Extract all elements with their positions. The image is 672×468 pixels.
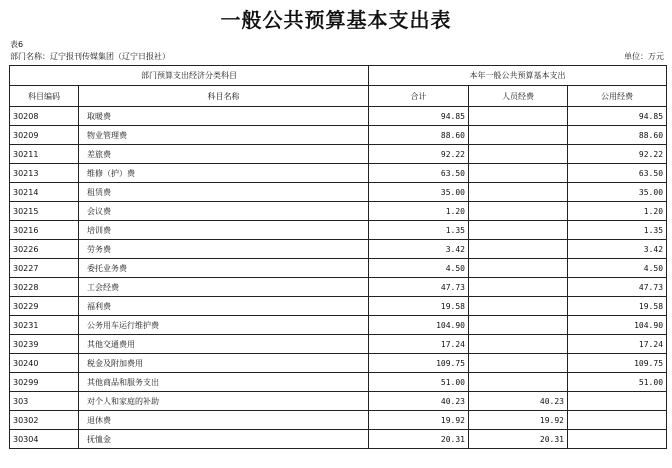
cell-name: 退休费 [79,411,369,430]
table-row [10,316,667,335]
cell-code: 30216 [10,221,79,240]
cell-total: 4.50 [369,259,469,278]
cell-code: 30208 [10,107,79,126]
cell-code: 30240 [10,354,79,373]
table-row [10,411,667,430]
cell-code: 30229 [10,297,79,316]
cell-public [568,430,667,449]
cell-code: 30215 [10,202,79,221]
header-code: 科目编码 [10,86,79,107]
cell-name: 差旅费 [79,145,369,164]
cell-personnel [469,240,568,259]
cell-personnel [469,335,568,354]
cell-total: 40.23 [369,392,469,411]
header-economic-class: 部门预算支出经济分类科目 [10,66,369,86]
cell-personnel [469,164,568,183]
header-name: 科目名称 [79,86,369,107]
header-row-group [10,66,667,86]
cell-name: 税金及附加费用 [79,354,369,373]
cell-total: 1.35 [369,221,469,240]
cell-public [568,392,667,411]
cell-code: 30302 [10,411,79,430]
cell-personnel: 19.92 [469,411,568,430]
cell-name: 抚恤金 [79,430,369,449]
cell-personnel [469,373,568,392]
cell-public: 17.24 [568,335,667,354]
cell-name: 工会经费 [79,278,369,297]
cell-name: 对个人和家庭的补助 [79,392,369,411]
cell-name: 物业管理费 [79,126,369,145]
table-number: 表6 [10,40,24,49]
cell-total: 1.20 [369,202,469,221]
cell-total: 51.00 [369,373,469,392]
cell-public: 92.22 [568,145,667,164]
cell-total: 63.50 [369,164,469,183]
cell-public: 35.00 [568,183,667,202]
table-row [10,107,667,126]
cell-code: 30209 [10,126,79,145]
cell-public: 1.35 [568,221,667,240]
table-row [10,183,667,202]
cell-total: 35.00 [369,183,469,202]
budget-table [9,65,667,449]
cell-personnel: 40.23 [469,392,568,411]
cell-public: 94.85 [568,107,667,126]
cell-code: 30231 [10,316,79,335]
table-body [10,107,667,449]
cell-name: 劳务费 [79,240,369,259]
table-row [10,335,667,354]
cell-total: 94.85 [369,107,469,126]
unit-label: 单位：万元 [624,52,664,61]
table-row [10,221,667,240]
header-personnel: 人员经费 [469,86,568,107]
cell-total: 88.60 [369,126,469,145]
cell-public: 47.73 [568,278,667,297]
cell-personnel [469,354,568,373]
cell-public [568,411,667,430]
cell-total: 17.24 [369,335,469,354]
cell-code: 30227 [10,259,79,278]
cell-personnel [469,278,568,297]
cell-name: 其他交通费用 [79,335,369,354]
header-public: 公用经费 [568,86,667,107]
cell-total: 92.22 [369,145,469,164]
cell-name: 培训费 [79,221,369,240]
cell-name: 其他商品和服务支出 [79,373,369,392]
cell-personnel: 20.31 [469,430,568,449]
cell-code: 30228 [10,278,79,297]
cell-name: 福利费 [79,297,369,316]
cell-code: 303 [10,392,79,411]
cell-personnel [469,145,568,164]
cell-public: 63.50 [568,164,667,183]
table-row [10,297,667,316]
cell-name: 取暖费 [79,107,369,126]
cell-public: 1.20 [568,202,667,221]
cell-name: 会议费 [79,202,369,221]
cell-name: 维修（护）费 [79,164,369,183]
cell-code: 30304 [10,430,79,449]
page-title: 一般公共预算基本支出表 [220,8,452,32]
cell-code: 30299 [10,373,79,392]
cell-code: 30239 [10,335,79,354]
cell-public: 4.50 [568,259,667,278]
cell-code: 30214 [10,183,79,202]
cell-total: 109.75 [369,354,469,373]
cell-total: 3.42 [369,240,469,259]
header-basic-expenditure: 本年一般公共预算基本支出 [369,66,667,86]
table-row [10,164,667,183]
table-row [10,202,667,221]
cell-total: 20.31 [369,430,469,449]
cell-personnel [469,126,568,145]
cell-name: 委托业务费 [79,259,369,278]
cell-personnel [469,183,568,202]
header-row-columns [10,86,667,107]
cell-personnel [469,297,568,316]
table-row [10,354,667,373]
cell-code: 30213 [10,164,79,183]
cell-personnel [469,316,568,335]
table-row [10,278,667,297]
cell-personnel [469,202,568,221]
cell-code: 30211 [10,145,79,164]
cell-personnel [469,107,568,126]
cell-public: 88.60 [568,126,667,145]
cell-personnel [469,259,568,278]
cell-total: 19.58 [369,297,469,316]
cell-public: 109.75 [568,354,667,373]
table-row [10,145,667,164]
cell-public: 104.90 [568,316,667,335]
header-total: 合计 [369,86,469,107]
cell-public: 3.42 [568,240,667,259]
table-row [10,240,667,259]
cell-public: 19.58 [568,297,667,316]
table-row [10,373,667,392]
cell-total: 47.73 [369,278,469,297]
table-row [10,126,667,145]
cell-personnel [469,221,568,240]
cell-total: 104.90 [369,316,469,335]
cell-total: 19.92 [369,411,469,430]
table-row [10,392,667,411]
cell-public: 51.00 [568,373,667,392]
department-name: 部门名称：辽宁报刊传媒集团（辽宁日报社） [10,52,170,61]
table-row [10,259,667,278]
cell-name: 租赁费 [79,183,369,202]
cell-name: 公务用车运行维护费 [79,316,369,335]
cell-code: 30226 [10,240,79,259]
table-row [10,430,667,449]
